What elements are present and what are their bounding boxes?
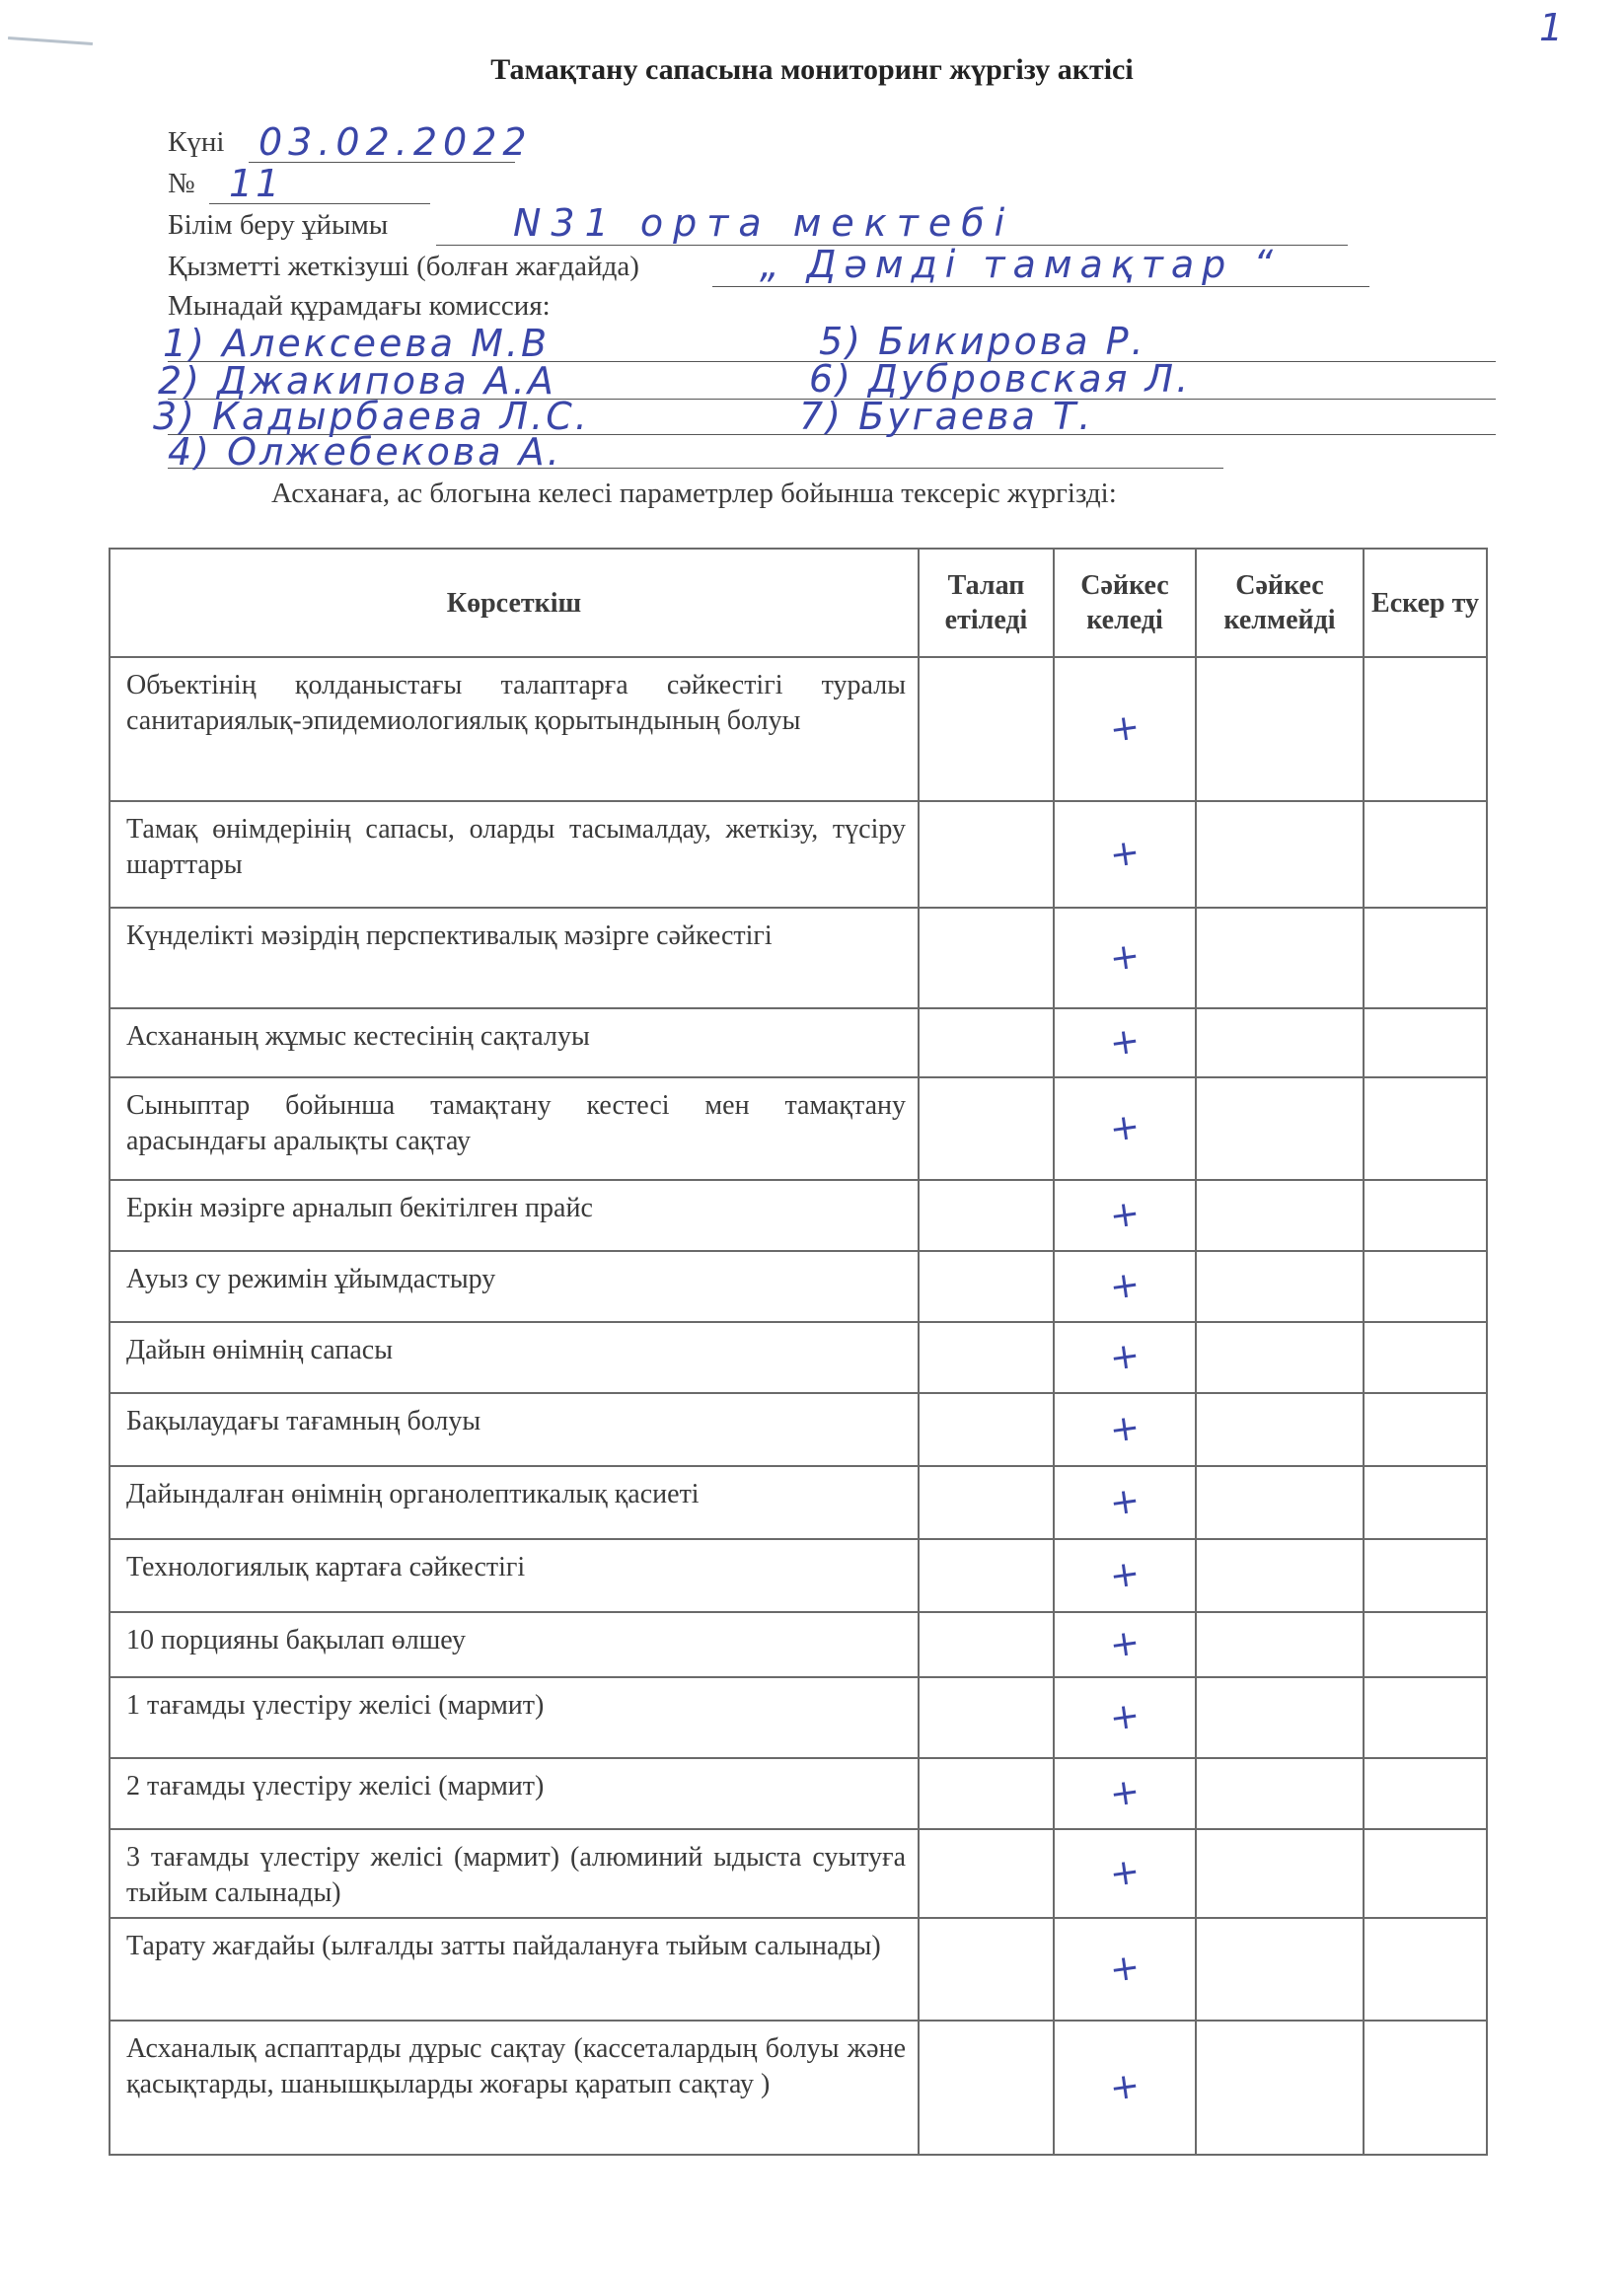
table-row — [110, 1612, 1487, 1677]
commission-member: 4) Олжебекова А. — [168, 430, 562, 474]
table-row — [110, 2021, 1487, 2155]
noncompliant-cell — [1196, 2021, 1364, 2155]
note-cell — [1364, 1180, 1487, 1251]
noncompliant-cell — [1196, 1180, 1364, 1251]
indicator-cell: Бақылаудағы тағамның болуы — [110, 1393, 919, 1466]
table-row — [110, 1077, 1487, 1180]
table-row — [110, 1918, 1487, 2021]
number-label: № — [168, 168, 195, 199]
required-cell — [919, 1180, 1054, 1251]
note-cell — [1364, 1677, 1487, 1758]
table-row — [110, 1466, 1487, 1539]
table-row — [110, 1393, 1487, 1466]
note-cell — [1364, 1758, 1487, 1829]
commission-label: Мынадай құрамдағы комиссия: — [168, 290, 551, 322]
check-mark: + — [1107, 1770, 1143, 1815]
check-mark: + — [1107, 705, 1143, 751]
noncompliant-cell — [1196, 1918, 1364, 2021]
check-mark: + — [1107, 1019, 1143, 1065]
required-cell — [919, 1758, 1054, 1829]
indicator-cell: Дайын өнімнің сапасы — [110, 1322, 919, 1393]
provider-value: „ Дәмді тамақтар “ — [760, 243, 1282, 286]
compliant-cell — [1054, 1918, 1196, 2021]
header-compliant: Сәйкес келеді — [1054, 549, 1196, 657]
check-mark: + — [1107, 1334, 1143, 1379]
table-row — [110, 1251, 1487, 1322]
indicator-cell: 1 тағамды үлестіру желісі (мармит) — [110, 1677, 919, 1758]
noncompliant-cell — [1196, 1251, 1364, 1322]
compliant-cell — [1054, 908, 1196, 1008]
page-number: 1 — [1539, 6, 1567, 49]
note-cell — [1364, 1612, 1487, 1677]
note-cell — [1364, 1008, 1487, 1077]
note-cell — [1364, 1466, 1487, 1539]
table-row — [110, 1758, 1487, 1829]
noncompliant-cell — [1196, 1393, 1364, 1466]
indicator-cell: Дайындалған өнімнің органолептикалық қасиеті — [110, 1466, 919, 1539]
compliant-cell — [1054, 1758, 1196, 1829]
table-row — [110, 908, 1487, 1008]
required-cell — [919, 908, 1054, 1008]
note-cell — [1364, 1539, 1487, 1612]
compliant-cell — [1054, 1829, 1196, 1918]
required-cell — [919, 1466, 1054, 1539]
table-row — [110, 1539, 1487, 1612]
compliant-cell — [1054, 1612, 1196, 1677]
indicator-cell: 3 тағамды үлестіру желісі (мармит) (алюминий ыдыста суытуға тыйым салынады) — [110, 1829, 919, 1918]
note-cell — [1364, 1322, 1487, 1393]
check-mark: + — [1107, 1552, 1143, 1597]
compliant-cell — [1054, 1677, 1196, 1758]
compliant-cell — [1054, 1322, 1196, 1393]
required-cell — [919, 1322, 1054, 1393]
noncompliant-cell — [1196, 908, 1364, 1008]
noncompliant-cell — [1196, 1612, 1364, 1677]
check-mark: + — [1107, 1694, 1143, 1739]
table-row — [110, 1180, 1487, 1251]
indicator-cell: Еркін мәзірге арналып бекітілген прайс — [110, 1180, 919, 1251]
noncompliant-cell — [1196, 1539, 1364, 1612]
noncompliant-cell — [1196, 1677, 1364, 1758]
check-mark: + — [1107, 1479, 1143, 1524]
table-row — [110, 801, 1487, 908]
note-cell — [1364, 1393, 1487, 1466]
commission-member: 5) Бикирова Р. — [819, 320, 1146, 363]
table-row — [110, 657, 1487, 801]
note-cell — [1364, 908, 1487, 1008]
note-cell — [1364, 1918, 1487, 2021]
required-cell — [919, 657, 1054, 801]
required-cell — [919, 2021, 1054, 2155]
date-label: Күні — [168, 126, 225, 158]
required-cell — [919, 1539, 1054, 1612]
note-cell — [1364, 2021, 1487, 2155]
inspection-intro: Асханаға, ас блогына келесі параметрлер бойынша тексеріс жүргізді: — [271, 478, 1117, 509]
noncompliant-cell — [1196, 1322, 1364, 1393]
noncompliant-cell — [1196, 657, 1364, 801]
compliant-cell — [1054, 1539, 1196, 1612]
noncompliant-cell — [1196, 1829, 1364, 1918]
indicator-cell: Сыныптар бойынша тамақтану кестесі мен тамақтану арасындағы аралықты сақтау — [110, 1077, 919, 1180]
required-cell — [919, 1918, 1054, 2021]
check-mark: + — [1107, 1406, 1143, 1451]
commission-member: 7) Бугаева Т. — [799, 395, 1094, 438]
note-cell — [1364, 1829, 1487, 1918]
table-row — [110, 1008, 1487, 1077]
header-note: Ескер ту — [1364, 549, 1487, 657]
note-cell — [1364, 657, 1487, 801]
compliant-cell — [1054, 1466, 1196, 1539]
note-cell — [1364, 801, 1487, 908]
organisation-value: N31 орта мектебі — [513, 201, 1015, 245]
indicator-cell: Ауыз су режимін ұйымдастыру — [110, 1251, 919, 1322]
date-value: 03.02.2022 — [258, 120, 533, 164]
required-cell — [919, 1251, 1054, 1322]
header-indicator: Көрсеткіш — [110, 549, 919, 657]
compliant-cell — [1054, 1008, 1196, 1077]
indicator-cell: Технологиялық картаға сәйкестігі — [110, 1539, 919, 1612]
compliant-cell — [1054, 1180, 1196, 1251]
check-mark: + — [1107, 1850, 1143, 1895]
provider-underline — [712, 286, 1369, 287]
compliant-cell — [1054, 1393, 1196, 1466]
scan-mark — [8, 37, 93, 45]
table-row — [110, 1829, 1487, 1918]
required-cell — [919, 1612, 1054, 1677]
commission-member: 3) Кадырбаева Л.С. — [153, 395, 590, 438]
compliant-cell — [1054, 801, 1196, 908]
indicator-cell: Асханалық аспаптарды дұрыс сақтау (кассеталардың болуы және қасықтарды, шанышқыларды жоғары қаратып сақтау ) — [110, 2021, 919, 2155]
check-mark: + — [1107, 1263, 1143, 1308]
check-mark: + — [1107, 1621, 1143, 1666]
note-cell — [1364, 1251, 1487, 1322]
indicator-cell: Асхананың жұмыс кестесінің сақталуы — [110, 1008, 919, 1077]
check-mark: + — [1107, 831, 1143, 876]
indicator-cell: Тарату жағдайы (ылғалды затты пайдалануға тыйым салынады) — [110, 1918, 919, 2021]
indicator-cell: Объектінің қолданыстағы талаптарға сәйкестігі туралы санитариялық-эпидемиологиялық қорытындының болуы — [110, 657, 919, 801]
table-row — [110, 1677, 1487, 1758]
noncompliant-cell — [1196, 1466, 1364, 1539]
provider-label: Қызметті жеткізуші (болған жағдайда) — [168, 251, 639, 282]
compliant-cell — [1054, 657, 1196, 801]
required-cell — [919, 1393, 1054, 1466]
noncompliant-cell — [1196, 1758, 1364, 1829]
indicator-cell: Тамақ өнімдерінің сапасы, оларды тасымалдау, жеткізу, түсіру шарттары — [110, 801, 919, 908]
organisation-label: Білім беру ұйымы — [168, 209, 389, 241]
table-row — [110, 1322, 1487, 1393]
indicator-cell: 2 тағамды үлестіру желісі (мармит) — [110, 1758, 919, 1829]
check-mark: + — [1107, 1192, 1143, 1237]
number-value: 11 — [229, 162, 283, 205]
check-mark: + — [1107, 934, 1143, 980]
required-cell — [919, 801, 1054, 908]
required-cell — [919, 1677, 1054, 1758]
indicator-cell: Күнделікті мәзірдің перспективалық мәзірге сәйкестігі — [110, 908, 919, 1008]
header-noncompliant: Сәйкес келмейді — [1196, 549, 1364, 657]
check-mark: + — [1107, 1946, 1143, 1991]
indicator-cell: 10 порцияны бақылап өлшеу — [110, 1612, 919, 1677]
inspection-table — [109, 548, 1488, 2156]
check-mark: + — [1107, 2064, 1143, 2109]
required-cell — [919, 1077, 1054, 1180]
commission-member: 1) Алексеева М.В — [163, 322, 551, 365]
header-required: Талап етіледі — [919, 549, 1054, 657]
required-cell — [919, 1829, 1054, 1918]
noncompliant-cell — [1196, 801, 1364, 908]
compliant-cell — [1054, 2021, 1196, 2155]
commission-member: 6) Дубровская Л. — [809, 357, 1192, 401]
commission-member: 2) Джакипова А.А — [158, 359, 556, 403]
compliant-cell — [1054, 1077, 1196, 1180]
noncompliant-cell — [1196, 1008, 1364, 1077]
table-header-row — [110, 549, 1487, 657]
noncompliant-cell — [1196, 1077, 1364, 1180]
document-title: Тамақтану сапасына мониторинг жүргізу актісі — [490, 53, 1134, 86]
required-cell — [919, 1008, 1054, 1077]
check-mark: + — [1107, 1105, 1143, 1150]
compliant-cell — [1054, 1251, 1196, 1322]
note-cell — [1364, 1077, 1487, 1180]
